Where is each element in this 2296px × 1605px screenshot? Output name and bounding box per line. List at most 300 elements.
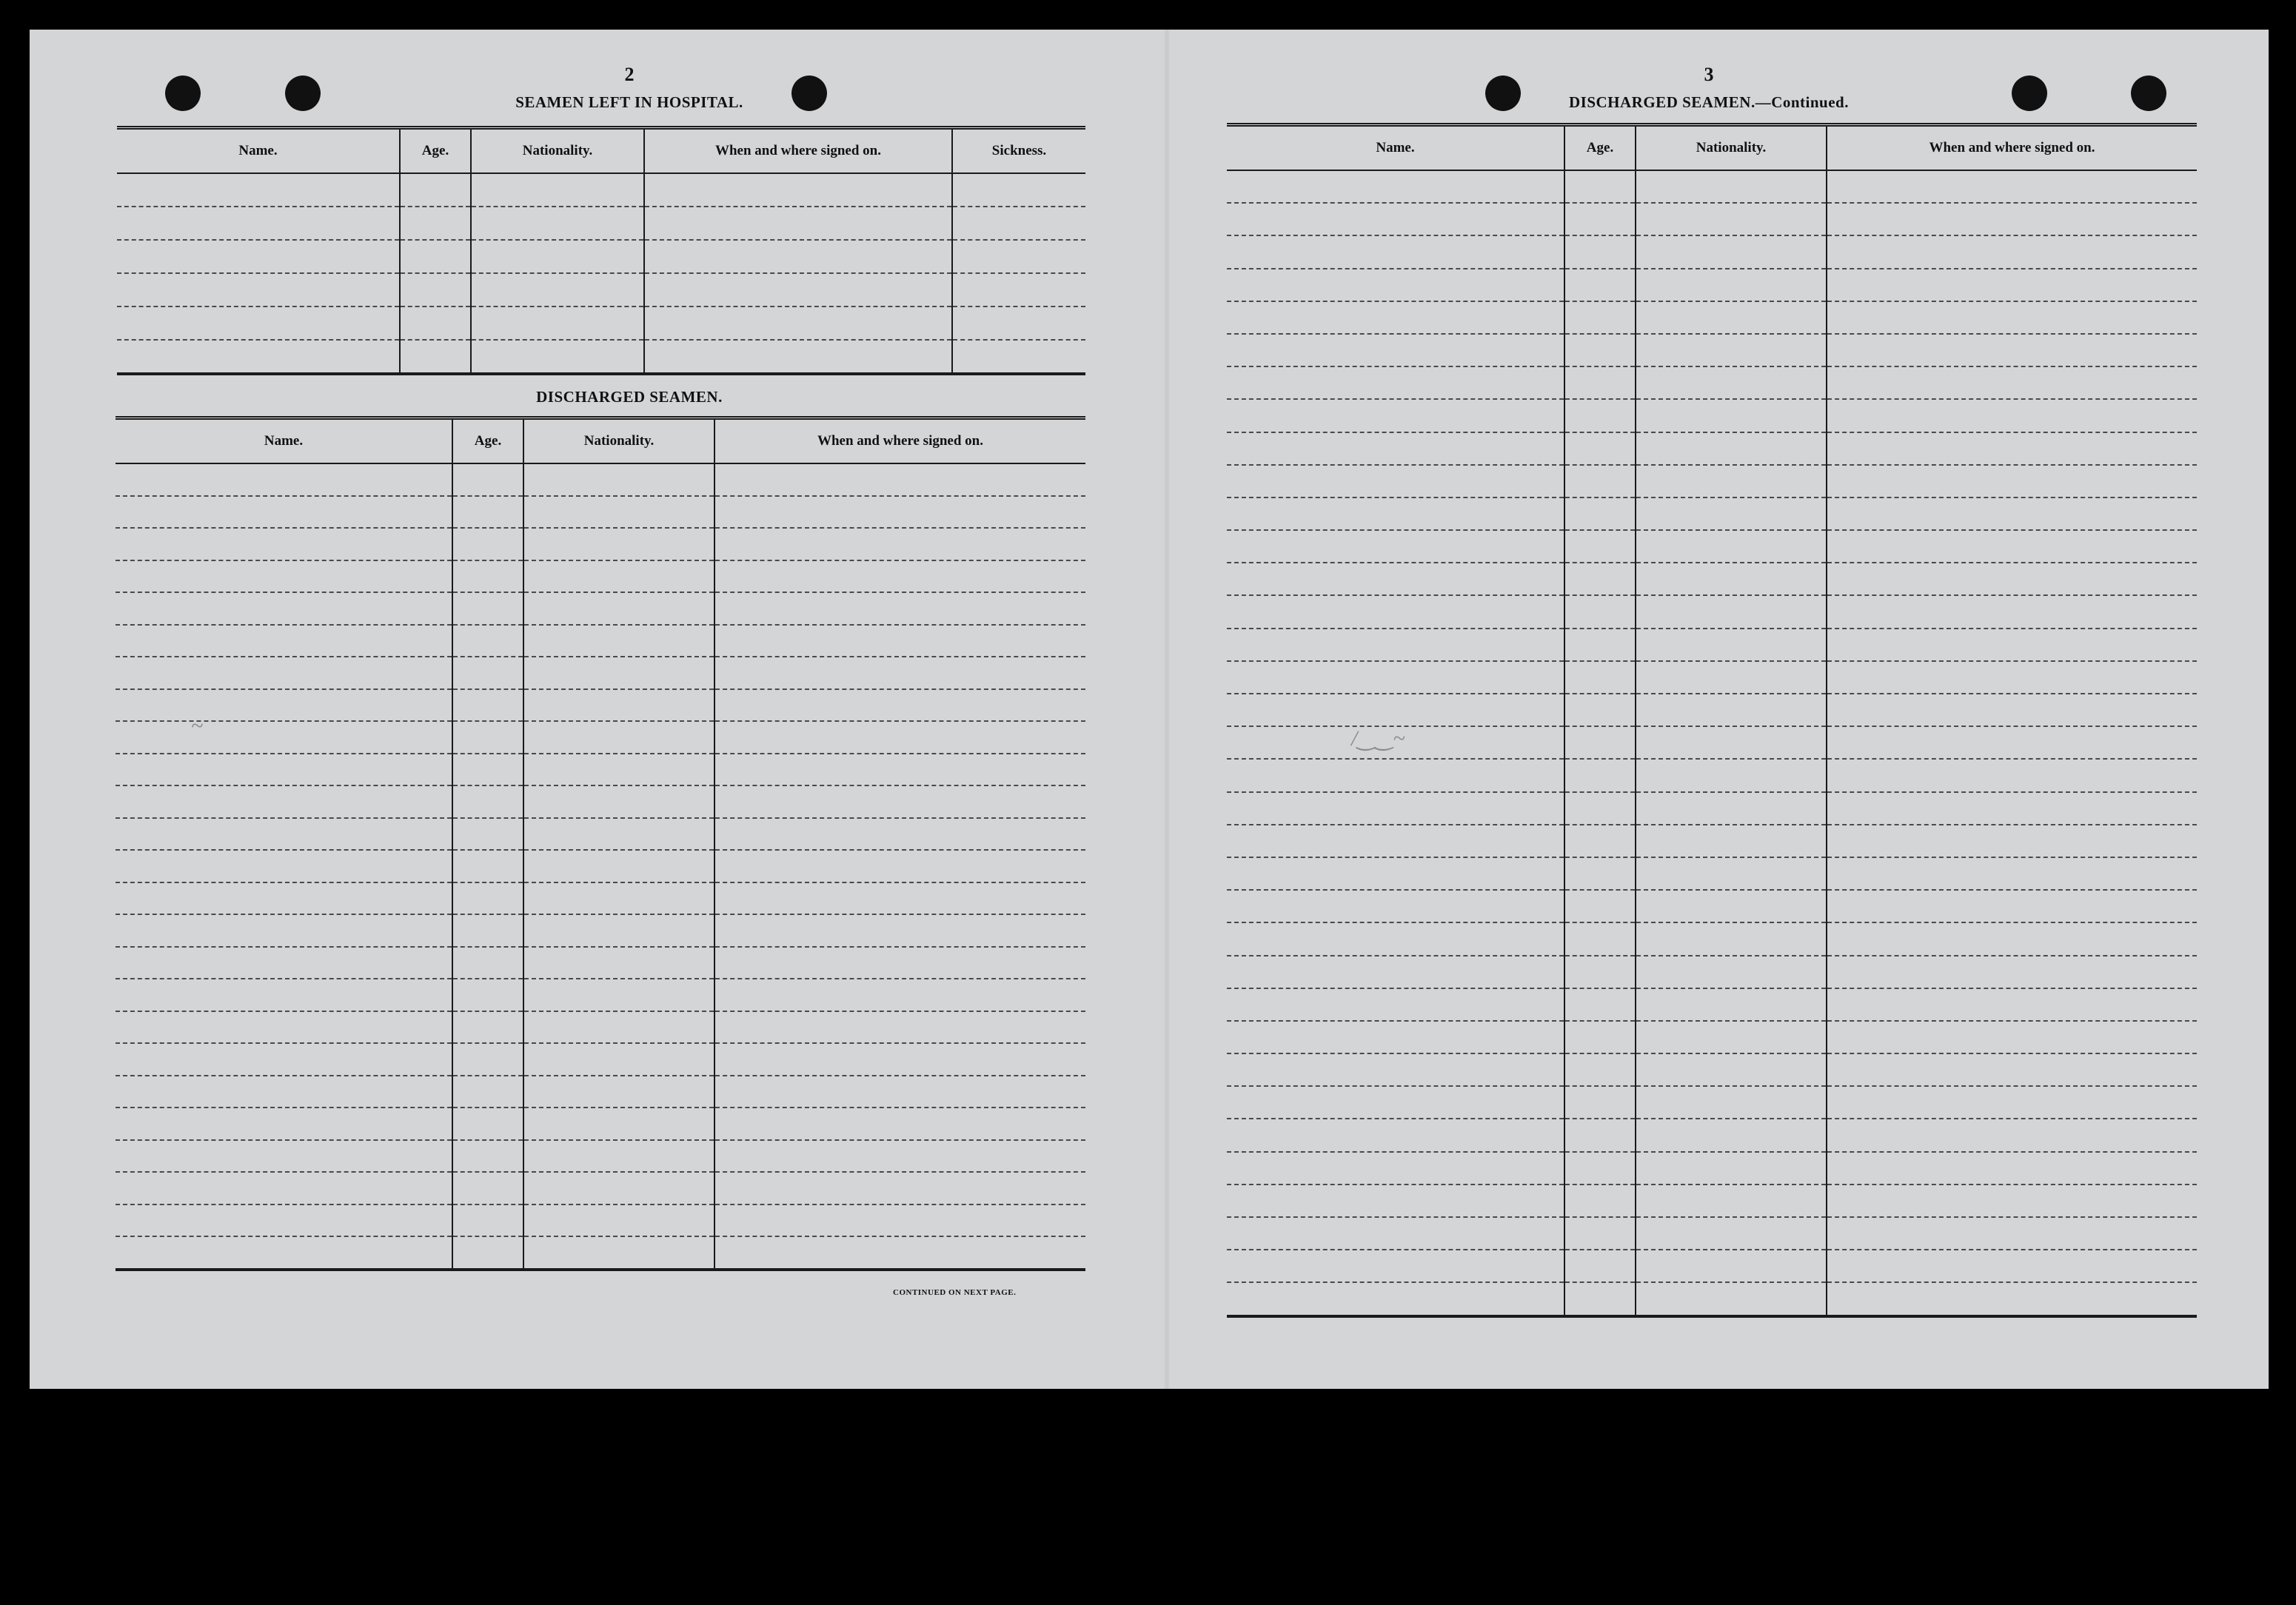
blank-entry-row	[116, 1140, 1085, 1173]
blank-cell	[1827, 399, 2197, 432]
blank-cell	[116, 1043, 452, 1076]
blank-cell	[1827, 1282, 2197, 1316]
blank-cell	[400, 273, 471, 306]
blank-cell	[1827, 563, 2197, 595]
blank-cell	[1564, 629, 1636, 661]
blank-cell	[1564, 399, 1636, 432]
blank-entry-row	[116, 947, 1085, 979]
blank-cell	[523, 1204, 714, 1237]
blank-cell	[952, 273, 1085, 306]
blank-cell	[523, 463, 714, 496]
blank-cell	[1827, 269, 2197, 301]
blank-cell	[714, 463, 1085, 496]
blank-cell	[452, 528, 523, 560]
blank-entry-row	[116, 785, 1085, 818]
blank-entry-row	[116, 592, 1085, 625]
blank-entry-row	[116, 882, 1085, 915]
blank-cell	[452, 1236, 523, 1270]
blank-cell	[1827, 595, 2197, 628]
blank-cell	[523, 528, 714, 560]
blank-cell	[452, 625, 523, 657]
blank-cell	[952, 340, 1085, 374]
blank-cell	[714, 496, 1085, 529]
blank-cell	[452, 1172, 523, 1204]
blank-cell	[1564, 530, 1636, 563]
blank-entry-row	[117, 207, 1085, 240]
blank-cell	[1564, 956, 1636, 988]
blank-cell	[1564, 203, 1636, 235]
blank-cell	[1227, 988, 1564, 1021]
blank-cell	[1636, 530, 1827, 563]
blank-cell	[523, 882, 714, 915]
column-header-sickness: Sickness.	[952, 128, 1085, 174]
blank-cell	[523, 850, 714, 882]
page-number-left: 2	[624, 64, 635, 85]
blank-entry-row	[116, 463, 1085, 496]
blank-entry-row	[116, 560, 1085, 593]
blank-cell	[116, 560, 452, 593]
blank-cell	[714, 1236, 1085, 1270]
blank-cell	[117, 240, 400, 273]
blank-cell	[400, 173, 471, 207]
blank-cell	[714, 625, 1085, 657]
blank-cell	[471, 173, 644, 207]
pencil-mark: /‿‿~	[1351, 726, 1405, 751]
blank-cell	[1564, 1119, 1636, 1151]
blank-cell	[714, 592, 1085, 625]
blank-cell	[714, 818, 1085, 851]
blank-cell	[452, 657, 523, 689]
blank-cell	[1564, 1250, 1636, 1282]
blank-cell	[1827, 170, 2197, 203]
blank-cell	[116, 689, 452, 722]
blank-cell	[116, 657, 452, 689]
blank-cell	[452, 496, 523, 529]
blank-entry-row	[116, 689, 1085, 722]
blank-cell	[1636, 792, 1827, 825]
blank-cell	[523, 914, 714, 947]
blank-cell	[644, 207, 952, 240]
blank-cell	[523, 1108, 714, 1140]
blank-cell	[714, 1172, 1085, 1204]
blank-cell	[1636, 825, 1827, 857]
pencil-mark: ~	[191, 714, 204, 738]
blank-cell	[1636, 399, 1827, 432]
blank-entry-row	[1227, 694, 2197, 726]
blank-cell	[1564, 1282, 1636, 1316]
blank-entry-row	[1227, 366, 2197, 399]
blank-cell	[1827, 465, 2197, 497]
blank-cell	[1227, 1086, 1564, 1119]
blank-cell	[1827, 726, 2197, 759]
blank-cell	[117, 273, 400, 306]
blank-cell	[1227, 1250, 1564, 1282]
blank-cell	[523, 689, 714, 722]
blank-cell	[1636, 694, 1827, 726]
blank-cell	[714, 721, 1085, 754]
blank-cell	[1827, 334, 2197, 366]
blank-cell	[1827, 629, 2197, 661]
blank-cell	[452, 721, 523, 754]
blank-cell	[1564, 922, 1636, 955]
blank-entry-row	[1227, 497, 2197, 530]
blank-cell	[1227, 629, 1564, 661]
blank-cell	[1827, 1217, 2197, 1250]
blank-cell	[714, 850, 1085, 882]
blank-entry-row	[116, 1236, 1085, 1270]
blank-cell	[644, 273, 952, 306]
column-header-signed-on: When and where signed on.	[714, 418, 1085, 464]
blank-cell	[523, 657, 714, 689]
blank-cell	[523, 560, 714, 593]
blank-cell	[117, 306, 400, 340]
blank-entry-row	[117, 173, 1085, 207]
blank-cell	[1227, 1021, 1564, 1053]
blank-cell	[644, 306, 952, 340]
blank-entry-row	[1227, 269, 2197, 301]
blank-cell	[523, 1076, 714, 1108]
blank-entry-row	[117, 240, 1085, 273]
discharged-continued-table	[1227, 123, 2197, 1318]
blank-cell	[523, 754, 714, 786]
blank-cell	[1636, 269, 1827, 301]
blank-cell	[714, 560, 1085, 593]
blank-cell	[1564, 825, 1636, 857]
blank-cell	[116, 1108, 452, 1140]
blank-cell	[714, 882, 1085, 915]
blank-entry-row	[1227, 1152, 2197, 1185]
blank-cell	[1636, 1086, 1827, 1119]
blank-cell	[116, 625, 452, 657]
blank-cell	[1636, 890, 1827, 922]
blank-cell	[1827, 1053, 2197, 1086]
blank-entry-row	[1227, 857, 2197, 890]
blank-cell	[116, 1236, 452, 1270]
blank-cell	[1636, 595, 1827, 628]
column-header-age: Age.	[1564, 125, 1636, 171]
blank-cell	[523, 625, 714, 657]
blank-cell	[714, 914, 1085, 947]
blank-entry-row	[1227, 1250, 2197, 1282]
blank-cell	[714, 1140, 1085, 1173]
blank-cell	[1227, 595, 1564, 628]
blank-cell	[1227, 1119, 1564, 1151]
blank-cell	[1227, 694, 1564, 726]
blank-cell	[1636, 1250, 1827, 1282]
blank-cell	[1227, 366, 1564, 399]
blank-cell	[400, 340, 471, 374]
blank-entry-row	[1227, 432, 2197, 465]
blank-cell	[116, 1140, 452, 1173]
blank-entry-row	[117, 306, 1085, 340]
blank-cell	[714, 1011, 1085, 1044]
blank-entry-row	[1227, 1282, 2197, 1316]
blank-cell	[116, 979, 452, 1011]
blank-cell	[1636, 956, 1827, 988]
column-header-name: Name.	[116, 418, 452, 464]
blank-cell	[714, 528, 1085, 560]
blank-cell	[523, 1043, 714, 1076]
blank-cell	[471, 273, 644, 306]
blank-cell	[116, 785, 452, 818]
blank-cell	[1564, 497, 1636, 530]
blank-cell	[1227, 301, 1564, 334]
blank-cell	[1636, 661, 1827, 694]
discharged-continued-title: DISCHARGED SEAMEN.—Continued.	[1569, 93, 1849, 111]
blank-cell	[1227, 334, 1564, 366]
blank-entry-row	[1227, 1086, 2197, 1119]
blank-cell	[714, 947, 1085, 979]
blank-cell	[452, 689, 523, 722]
blank-cell	[1827, 956, 2197, 988]
blank-cell	[1636, 988, 1827, 1021]
blank-cell	[452, 754, 523, 786]
blank-cell	[1636, 1152, 1827, 1185]
blank-entry-row	[1227, 629, 2197, 661]
blank-cell	[1564, 694, 1636, 726]
blank-cell	[116, 1011, 452, 1044]
blank-cell	[1227, 1185, 1564, 1217]
blank-cell	[1227, 203, 1564, 235]
blank-cell	[116, 721, 452, 754]
blank-entry-row	[1227, 922, 2197, 955]
blank-cell	[116, 1076, 452, 1108]
blank-entry-row	[116, 979, 1085, 1011]
blank-cell	[1227, 269, 1564, 301]
blank-cell	[1827, 792, 2197, 825]
blank-cell	[1636, 497, 1827, 530]
blank-cell	[1227, 661, 1564, 694]
blank-entry-row	[116, 625, 1085, 657]
blank-cell	[1227, 497, 1564, 530]
blank-entry-row	[1227, 595, 2197, 628]
blank-cell	[452, 1204, 523, 1237]
blank-cell	[523, 1172, 714, 1204]
column-header-nationality: Nationality.	[471, 128, 644, 174]
blank-cell	[1227, 170, 1564, 203]
blank-entry-row	[1227, 563, 2197, 595]
blank-cell	[523, 592, 714, 625]
blank-cell	[1564, 563, 1636, 595]
blank-cell	[1564, 988, 1636, 1021]
blank-cell	[400, 240, 471, 273]
blank-cell	[644, 173, 952, 207]
blank-entry-row	[1227, 1021, 2197, 1053]
blank-cell	[1827, 661, 2197, 694]
blank-cell	[452, 818, 523, 851]
blank-entry-row	[117, 273, 1085, 306]
blank-cell	[1827, 1185, 2197, 1217]
blank-cell	[1827, 432, 2197, 465]
blank-cell	[471, 240, 644, 273]
blank-cell	[1227, 432, 1564, 465]
blank-cell	[1827, 694, 2197, 726]
blank-cell	[1564, 792, 1636, 825]
blank-cell	[1827, 1152, 2197, 1185]
blank-cell	[1227, 1282, 1564, 1316]
blank-cell	[523, 496, 714, 529]
blank-cell	[1636, 301, 1827, 334]
blank-cell	[1636, 366, 1827, 399]
blank-cell	[1564, 366, 1636, 399]
blank-cell	[714, 1204, 1085, 1237]
blank-cell	[116, 1172, 452, 1204]
blank-cell	[116, 754, 452, 786]
blank-cell	[1636, 432, 1827, 465]
blank-entry-row	[117, 340, 1085, 374]
blank-cell	[1564, 301, 1636, 334]
blank-cell	[1564, 759, 1636, 791]
punch-hole	[165, 76, 201, 111]
blank-entry-row	[116, 914, 1085, 947]
blank-cell	[1564, 595, 1636, 628]
blank-entry-row	[116, 1204, 1085, 1237]
column-header-signed-on: When and where signed on.	[1827, 125, 2197, 171]
blank-cell	[523, 979, 714, 1011]
blank-cell	[452, 979, 523, 1011]
blank-cell	[1827, 497, 2197, 530]
blank-cell	[452, 560, 523, 593]
page-number-right: 3	[1704, 64, 1714, 85]
blank-cell	[1636, 857, 1827, 890]
blank-cell	[117, 207, 400, 240]
blank-cell	[400, 207, 471, 240]
blank-cell	[1636, 922, 1827, 955]
blank-entry-row	[116, 1108, 1085, 1140]
table-header-row	[1227, 125, 2197, 171]
blank-cell	[116, 818, 452, 851]
blank-cell	[452, 1011, 523, 1044]
blank-cell	[1227, 792, 1564, 825]
blank-cell	[116, 850, 452, 882]
blank-entry-row	[1227, 1053, 2197, 1086]
blank-entry-row	[116, 1043, 1085, 1076]
blank-cell	[523, 947, 714, 979]
blank-cell	[1636, 1185, 1827, 1217]
blank-entry-row	[116, 1076, 1085, 1108]
blank-entry-row	[1227, 235, 2197, 268]
blank-entry-row	[1227, 1217, 2197, 1250]
column-header-age: Age.	[400, 128, 471, 174]
blank-cell	[1636, 203, 1827, 235]
blank-cell	[117, 340, 400, 374]
blank-cell	[1827, 759, 2197, 791]
blank-entry-row	[116, 657, 1085, 689]
blank-cell	[1227, 956, 1564, 988]
blank-cell	[1564, 726, 1636, 759]
column-header-name: Name.	[117, 128, 400, 174]
blank-cell	[117, 173, 400, 207]
blank-cell	[452, 850, 523, 882]
hospital-section-title: SEAMEN LEFT IN HOSPITAL.	[515, 93, 743, 111]
blank-entry-row	[1227, 334, 2197, 366]
blank-cell	[1564, 1053, 1636, 1086]
blank-cell	[523, 785, 714, 818]
blank-cell	[1636, 334, 1827, 366]
blank-cell	[1564, 269, 1636, 301]
blank-cell	[714, 754, 1085, 786]
blank-entry-row	[1227, 661, 2197, 694]
blank-cell	[1564, 1021, 1636, 1053]
table-header-row	[117, 128, 1085, 174]
blank-cell	[1636, 563, 1827, 595]
blank-cell	[116, 592, 452, 625]
blank-cell	[1636, 1021, 1827, 1053]
blank-entry-row	[1227, 759, 2197, 791]
blank-entry-row	[116, 721, 1085, 754]
blank-cell	[1827, 1250, 2197, 1282]
blank-cell	[1227, 235, 1564, 268]
blank-cell	[1564, 890, 1636, 922]
blank-cell	[452, 947, 523, 979]
blank-cell	[1827, 235, 2197, 268]
punch-hole	[2131, 76, 2166, 111]
column-header-name: Name.	[1227, 125, 1564, 171]
blank-entry-row	[1227, 465, 2197, 497]
blank-cell	[523, 818, 714, 851]
blank-entry-row	[116, 754, 1085, 786]
blank-cell	[714, 1043, 1085, 1076]
blank-cell	[1227, 825, 1564, 857]
blank-cell	[452, 1043, 523, 1076]
blank-cell	[1227, 1152, 1564, 1185]
form-sheet	[30, 30, 2269, 1389]
blank-cell	[1636, 465, 1827, 497]
blank-cell	[471, 207, 644, 240]
blank-cell	[1227, 857, 1564, 890]
blank-cell	[471, 306, 644, 340]
blank-cell	[1636, 726, 1827, 759]
blank-entry-row	[1227, 825, 2197, 857]
blank-cell	[116, 463, 452, 496]
blank-cell	[1827, 922, 2197, 955]
discharged-table	[116, 416, 1085, 1271]
blank-cell	[1827, 890, 2197, 922]
blank-cell	[1564, 661, 1636, 694]
blank-cell	[714, 1076, 1085, 1108]
blank-cell	[116, 1204, 452, 1237]
blank-cell	[523, 1236, 714, 1270]
blank-cell	[1827, 1119, 2197, 1151]
blank-cell	[1227, 563, 1564, 595]
blank-cell	[452, 785, 523, 818]
blank-cell	[952, 173, 1085, 207]
blank-cell	[1636, 759, 1827, 791]
blank-cell	[952, 306, 1085, 340]
blank-cell	[1636, 1282, 1827, 1316]
blank-entry-row	[1227, 792, 2197, 825]
blank-cell	[1227, 1217, 1564, 1250]
blank-cell	[1827, 857, 2197, 890]
blank-cell	[1636, 629, 1827, 661]
blank-cell	[714, 689, 1085, 722]
blank-cell	[1564, 170, 1636, 203]
blank-entry-row	[1227, 1119, 2197, 1151]
blank-cell	[1636, 170, 1827, 203]
blank-entry-row	[1227, 170, 2197, 203]
blank-cell	[1564, 1217, 1636, 1250]
blank-entry-row	[1227, 530, 2197, 563]
blank-cell	[644, 240, 952, 273]
blank-cell	[1827, 301, 2197, 334]
blank-entry-row	[1227, 988, 2197, 1021]
hospital-table	[117, 126, 1085, 375]
blank-entry-row	[116, 528, 1085, 560]
blank-cell	[1827, 203, 2197, 235]
blank-cell	[116, 496, 452, 529]
blank-entry-row	[1227, 956, 2197, 988]
blank-entry-row	[1227, 203, 2197, 235]
